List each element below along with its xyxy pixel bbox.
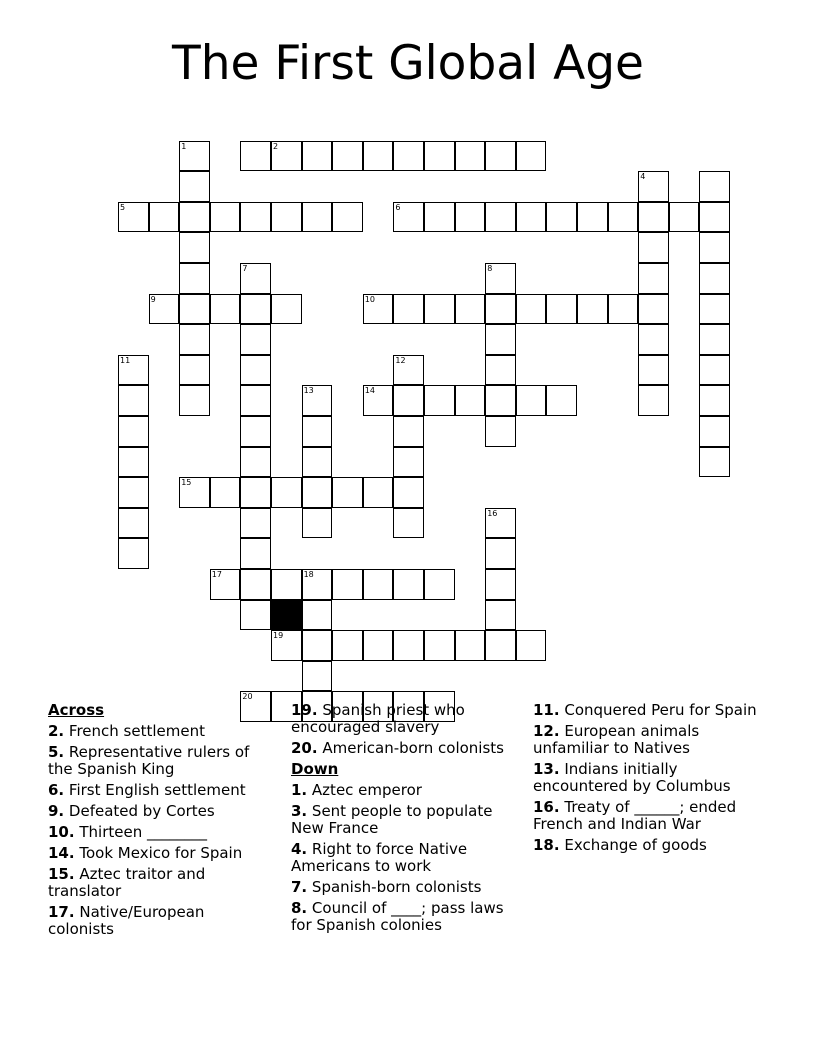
clue-number: 14 (364, 386, 375, 396)
grid-cell[interactable] (118, 202, 149, 233)
clue-item (48, 744, 273, 778)
grid-cell[interactable] (455, 202, 486, 233)
grid-cell[interactable] (302, 447, 333, 478)
grid-cell[interactable] (363, 294, 394, 325)
grid-cell[interactable] (302, 600, 333, 631)
clue-item-number: 17. (48, 903, 75, 921)
grid-cell[interactable] (240, 202, 271, 233)
grid-cell[interactable] (393, 508, 424, 539)
clue-item (291, 740, 526, 757)
clue-item-number: 5. (48, 743, 65, 761)
clue-item-number: 13. (533, 760, 560, 778)
grid-cell[interactable] (149, 294, 180, 325)
clue-item-number: 7. (291, 878, 308, 896)
grid-cell[interactable] (393, 294, 424, 325)
grid-cell[interactable] (240, 263, 271, 294)
grid-cell[interactable] (393, 569, 424, 600)
grid-cell[interactable] (179, 141, 210, 172)
grid-cell[interactable] (546, 385, 577, 416)
grid-cell[interactable] (485, 508, 516, 539)
grid-cell[interactable] (179, 355, 210, 386)
grid-cell[interactable] (363, 141, 394, 172)
grid-cell[interactable] (302, 141, 333, 172)
clue-item-text: Aztec traitor and translator (48, 865, 206, 900)
grid-cell[interactable] (546, 294, 577, 325)
grid-cell[interactable] (240, 324, 271, 355)
grid-cell[interactable] (455, 385, 486, 416)
grid-cell[interactable] (546, 202, 577, 233)
grid-cell[interactable] (240, 508, 271, 539)
grid-cell[interactable] (332, 141, 363, 172)
grid-cell[interactable] (240, 141, 271, 172)
grid-cell[interactable] (240, 569, 271, 600)
grid-cell[interactable] (210, 202, 241, 233)
grid-cell[interactable] (699, 202, 730, 233)
grid-cell[interactable] (210, 477, 241, 508)
grid-cell[interactable] (210, 569, 241, 600)
grid-cell[interactable] (271, 294, 302, 325)
clue-item-number: 10. (48, 823, 75, 841)
grid-cell[interactable] (332, 569, 363, 600)
clue-item-number: 15. (48, 865, 75, 883)
grid-cell[interactable] (424, 569, 455, 600)
clue-item-number: 1. (291, 781, 308, 799)
clue-number: 17 (211, 570, 222, 579)
clue-number: 18 (303, 570, 314, 579)
clue-item-text: Right to force Native Americans to work (291, 840, 468, 875)
clue-item-text: Sent people to populate New France (291, 802, 493, 837)
grid-cell[interactable] (485, 263, 516, 294)
grid-cell[interactable] (485, 202, 516, 233)
grid-cell[interactable] (240, 416, 271, 447)
clue-item-text: First English settlement (68, 781, 246, 799)
grid-cell[interactable] (118, 538, 149, 569)
grid-cell[interactable] (118, 477, 149, 508)
grid-cell[interactable] (638, 294, 669, 325)
grid-cell[interactable] (485, 355, 516, 386)
grid-cell[interactable] (363, 630, 394, 661)
clue-item (48, 904, 273, 938)
grid-cell[interactable] (179, 232, 210, 263)
grid-cell[interactable] (424, 294, 455, 325)
clue-item (48, 803, 273, 820)
clue-item (533, 702, 773, 719)
grid-cell[interactable] (240, 477, 271, 508)
grid-cell[interactable] (302, 630, 333, 661)
grid-cell[interactable] (118, 508, 149, 539)
grid-cell[interactable] (363, 385, 394, 416)
clue-number: 7 (242, 264, 248, 273)
grid-cell[interactable] (516, 202, 547, 233)
grid-cell[interactable] (240, 355, 271, 386)
grid-cell[interactable] (638, 232, 669, 263)
clue-item-text: Took Mexico for Spain (79, 844, 243, 862)
grid-cell[interactable] (638, 324, 669, 355)
clue-item-number: 6. (48, 781, 65, 799)
grid-cell[interactable] (699, 294, 730, 325)
grid-cell[interactable] (577, 202, 608, 233)
grid-cell[interactable] (608, 294, 639, 325)
clue-item (291, 900, 526, 934)
clue-item (48, 824, 273, 841)
grid-cell[interactable] (485, 294, 516, 325)
grid-cell[interactable] (240, 385, 271, 416)
clue-column-3 (533, 702, 773, 858)
grid-cell[interactable] (699, 355, 730, 386)
grid-cell[interactable] (240, 294, 271, 325)
grid-cell[interactable] (302, 202, 333, 233)
clue-item-number: 2. (48, 722, 65, 740)
clue-item (291, 702, 526, 736)
clue-item-text: Defeated by Cortes (68, 802, 215, 820)
grid-cell[interactable] (271, 630, 302, 661)
clue-number: 2 (273, 141, 279, 151)
grid-cell[interactable] (424, 385, 455, 416)
clue-item-number: 4. (291, 840, 308, 858)
clue-item-text: European animals unfamiliar to Natives (533, 722, 700, 757)
clue-item-number: 20. (291, 739, 318, 757)
grid-cell[interactable] (332, 630, 363, 661)
grid-cell[interactable] (393, 141, 424, 172)
grid-cell[interactable] (455, 294, 486, 325)
clue-item-text: Exchange of goods (564, 836, 707, 854)
grid-cell[interactable] (393, 355, 424, 386)
clue-item (291, 841, 526, 875)
clue-number: 4 (640, 172, 646, 182)
grid-cell[interactable] (363, 477, 394, 508)
grid-cell[interactable] (179, 202, 210, 233)
clue-item-text: Thirteen ________ (79, 823, 207, 841)
grid-cell[interactable] (393, 385, 424, 416)
clue-item (291, 879, 526, 896)
grid-cell[interactable] (302, 477, 333, 508)
grid-cell[interactable] (179, 477, 210, 508)
clue-item-number: 19. (291, 701, 318, 719)
clue-column-2 (291, 702, 526, 938)
clue-item-number: 11. (533, 701, 560, 719)
grid-cell[interactable] (332, 477, 363, 508)
clue-item (533, 837, 773, 854)
clue-item (291, 803, 526, 837)
grid-cell[interactable] (149, 202, 180, 233)
grid-cell[interactable] (516, 630, 547, 661)
grid-cell[interactable] (638, 263, 669, 294)
clue-item-text: Spanish priest who encouraged slavery (291, 701, 465, 736)
grid-cell[interactable] (577, 294, 608, 325)
grid-cell[interactable] (638, 202, 669, 233)
clue-item (48, 845, 273, 862)
clue-item (48, 723, 273, 740)
grid-cell[interactable] (699, 447, 730, 478)
grid-cell[interactable] (699, 385, 730, 416)
grid-cell[interactable] (455, 141, 486, 172)
clue-number: 8 (487, 264, 493, 273)
clue-column-1 (48, 702, 273, 942)
clue-number: 20 (242, 692, 253, 702)
grid-cell[interactable] (271, 141, 302, 172)
grid-cell[interactable] (179, 263, 210, 294)
clue-item-number: 9. (48, 802, 65, 820)
grid-cell[interactable] (118, 447, 149, 478)
down-header: Down (291, 760, 339, 778)
grid-cell[interactable] (516, 141, 547, 172)
clue-number: 11 (120, 355, 131, 365)
clue-item-number: 12. (533, 722, 560, 740)
grid-cell[interactable] (302, 416, 333, 447)
clue-item-number: 8. (291, 899, 308, 917)
clue-number: 12 (395, 355, 406, 365)
grid-cell[interactable] (179, 385, 210, 416)
clue-item-number: 14. (48, 844, 75, 862)
grid-cell[interactable] (485, 630, 516, 661)
clue-item-text: Native/European colonists (48, 903, 205, 938)
grid-cell[interactable] (302, 508, 333, 539)
clue-item-text: Aztec emperor (311, 781, 422, 799)
grid-cell[interactable] (424, 202, 455, 233)
clue-number: 9 (150, 294, 156, 304)
grid-cell[interactable] (118, 385, 149, 416)
grid-block (271, 600, 302, 631)
grid-cell[interactable] (302, 385, 333, 416)
grid-cell[interactable] (179, 171, 210, 202)
grid-cell[interactable] (485, 569, 516, 600)
grid-cell[interactable] (393, 477, 424, 508)
clue-item (533, 761, 773, 795)
grid-cell[interactable] (332, 202, 363, 233)
clue-item (533, 723, 773, 757)
grid-cell[interactable] (393, 447, 424, 478)
clue-item-text: Conquered Peru for Spain (564, 701, 757, 719)
clue-number: 1 (181, 141, 187, 151)
grid-cell[interactable] (485, 385, 516, 416)
grid-cell[interactable] (516, 385, 547, 416)
clue-item-text: Council of ____; pass laws for Spanish colonies (291, 899, 504, 934)
grid-cell[interactable] (516, 294, 547, 325)
clue-number: 15 (181, 478, 192, 488)
clue-number: 5 (120, 202, 126, 212)
grid-cell[interactable] (271, 202, 302, 233)
clue-number: 6 (395, 202, 401, 212)
grid-cell[interactable] (485, 538, 516, 569)
grid-cell[interactable] (240, 447, 271, 478)
grid-cell[interactable] (455, 630, 486, 661)
clue-item (48, 782, 273, 799)
grid-cell[interactable] (638, 171, 669, 202)
grid-cell[interactable] (485, 324, 516, 355)
grid-cell[interactable] (271, 569, 302, 600)
grid-cell[interactable] (118, 416, 149, 447)
grid-cell[interactable] (699, 416, 730, 447)
clue-item-text: Indians initially encountered by Columbus (533, 760, 731, 795)
clue-item-number: 3. (291, 802, 308, 820)
grid-cell[interactable] (271, 477, 302, 508)
grid-cell[interactable] (118, 355, 149, 386)
grid-cell[interactable] (240, 600, 271, 631)
clue-number: 10 (364, 294, 375, 304)
grid-cell[interactable] (240, 538, 271, 569)
clue-item (533, 799, 773, 833)
clue-item (291, 782, 526, 799)
grid-cell[interactable] (393, 630, 424, 661)
grid-cell[interactable] (699, 263, 730, 294)
grid-cell[interactable] (302, 661, 333, 692)
grid-cell[interactable] (699, 324, 730, 355)
grid-cell[interactable] (363, 569, 394, 600)
grid-cell[interactable] (485, 141, 516, 172)
clue-number: 16 (487, 508, 498, 518)
grid-cell[interactable] (424, 141, 455, 172)
clue-item (48, 866, 273, 900)
grid-cell[interactable] (485, 600, 516, 631)
clue-item-number: 18. (533, 836, 560, 854)
clue-item-text: Representative rulers of the Spanish King (48, 743, 250, 778)
page-title: The First Global Age (172, 36, 644, 91)
grid-cell[interactable] (179, 324, 210, 355)
clue-item-text: American-born colonists (322, 739, 504, 757)
grid-cell[interactable] (302, 569, 333, 600)
grid-cell[interactable] (210, 294, 241, 325)
across-header: Across (48, 701, 105, 719)
clue-item-text: French settlement (68, 722, 205, 740)
grid-cell[interactable] (638, 385, 669, 416)
grid-cell[interactable] (393, 416, 424, 447)
grid-cell[interactable] (485, 416, 516, 447)
grid-cell[interactable] (424, 630, 455, 661)
grid-cell[interactable] (179, 294, 210, 325)
grid-cell[interactable] (699, 171, 730, 202)
grid-cell[interactable] (608, 202, 639, 233)
grid-cell[interactable] (699, 232, 730, 263)
clue-item-number: 16. (533, 798, 560, 816)
clue-item-text: Spanish-born colonists (311, 878, 482, 896)
clue-number: 13 (303, 386, 314, 396)
grid-cell[interactable] (638, 355, 669, 386)
grid-cell[interactable] (393, 202, 424, 233)
grid-cell[interactable] (669, 202, 700, 233)
clue-number: 19 (273, 631, 284, 641)
clue-item-text: Treaty of ______; ended French and Indian War (533, 798, 737, 833)
